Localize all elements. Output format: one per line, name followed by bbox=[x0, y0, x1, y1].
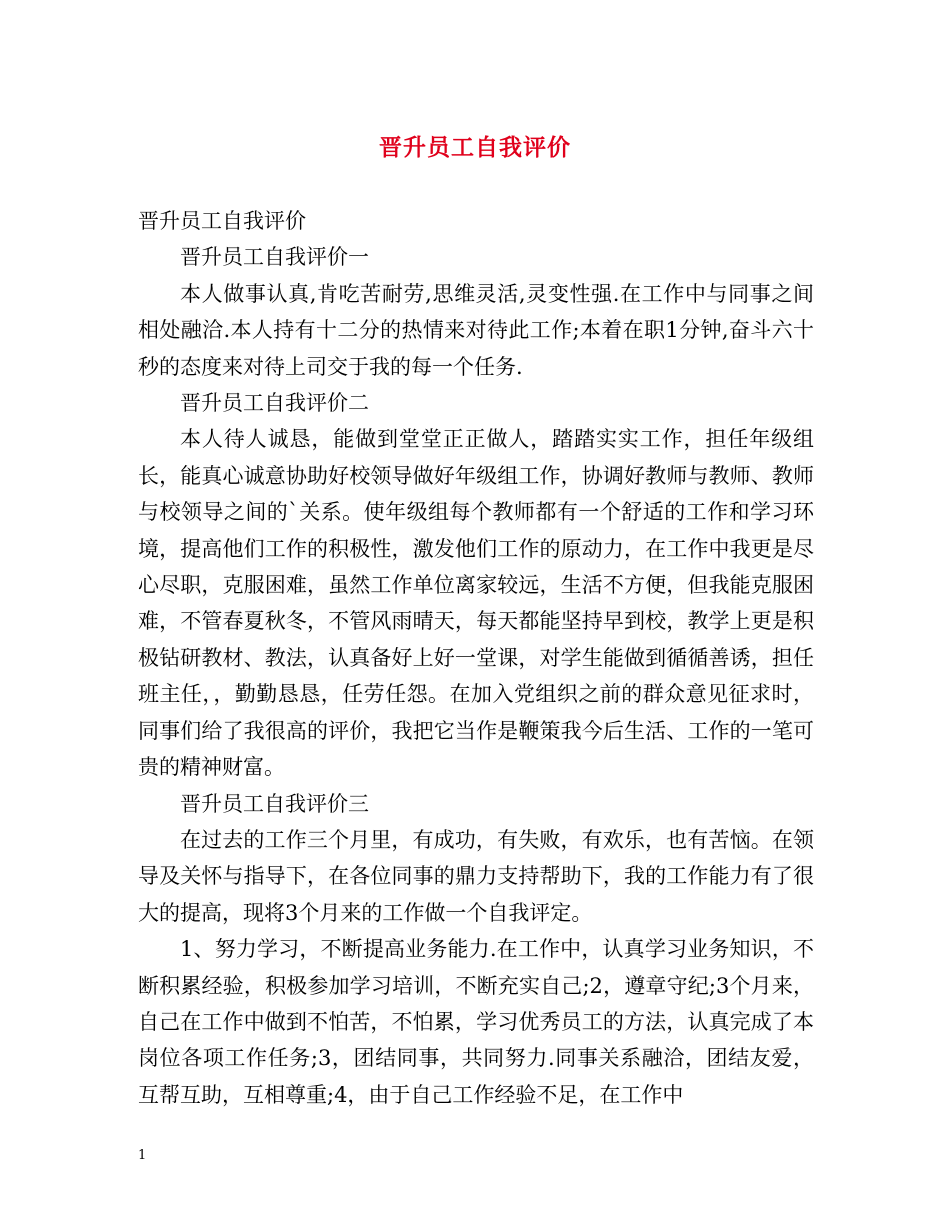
body-paragraph-3: 在过去的工作三个月里，有成功，有失败，有欢乐，也有苦恼。在领导及关怀与指导下，在各位同事的鼎力支持帮助下，我的工作能力有了很大的提高，现将3个月来的工作做一个自我评定。 bbox=[138, 827, 814, 925]
section-heading-2: 晋升员工自我评价二 bbox=[180, 391, 369, 416]
section-heading-3: 晋升员工自我评价三 bbox=[180, 791, 369, 816]
page-number: 1 bbox=[138, 1148, 147, 1163]
body-paragraph-2: 本人待人诚恳，能做到堂堂正正做人，踏踏实实工作，担任年级组长，能真心诚意协助好校领导做好年级组工作，协调好教师与教师、教师与校领导之间的`关系。使年级组每个教师都有一个舒适的工作和学习环境，提高他们工作的积极性，激发他们工作的原动力，在工作中我更是尽心尽职，克服困难，虽然工作单位离家较远，生活不方便，但我能克服困难，不管春夏秋冬，不管风雨晴天，每天都能坚持早到校，教学上更是积极钻研教材、教法，认真备好上好一堂课，对学生能做到循循善诱，担任班主任，，勤勤恳恳，任劳任怨。在加入党组织之前的群众意见征求时，同事们给了我很高的评价，我把它当作是鞭策我今后生活、工作的一笔可贵的精神财富。 bbox=[138, 427, 814, 780]
document-body bbox=[138, 203, 814, 1113]
body-paragraph-1: 本人做事认真,肯吃苦耐劳,思维灵活,灵变性强.在工作中与同事之间相处融洽.本人持有十二分的热情来对待此工作;本着在职1分钟,奋斗六十秒的态度来对待上司交于我的每一个任务. bbox=[138, 281, 814, 379]
section-heading-1: 晋升员工自我评价一 bbox=[180, 245, 369, 270]
body-paragraph-4: 1、努力学习，不断提高业务能力.在工作中，认真学习业务知识，不断积累经验，积极参加学习培训，不断充实自己;2，遵章守纪;3个月来，自己在工作中做到不怕苦，不怕累，学习优秀员工的方法，认真完成了本岗位各项工作任务;3，团结同事，共同努力.同事关系融洽，团结友爱，互帮互助，互相尊重;4，由于自己工作经验不足，在工作中 bbox=[138, 937, 814, 1107]
subtitle-paragraph: 晋升员工自我评价 bbox=[138, 209, 306, 233]
document-title: 晋升员工自我评价 bbox=[379, 134, 571, 161]
